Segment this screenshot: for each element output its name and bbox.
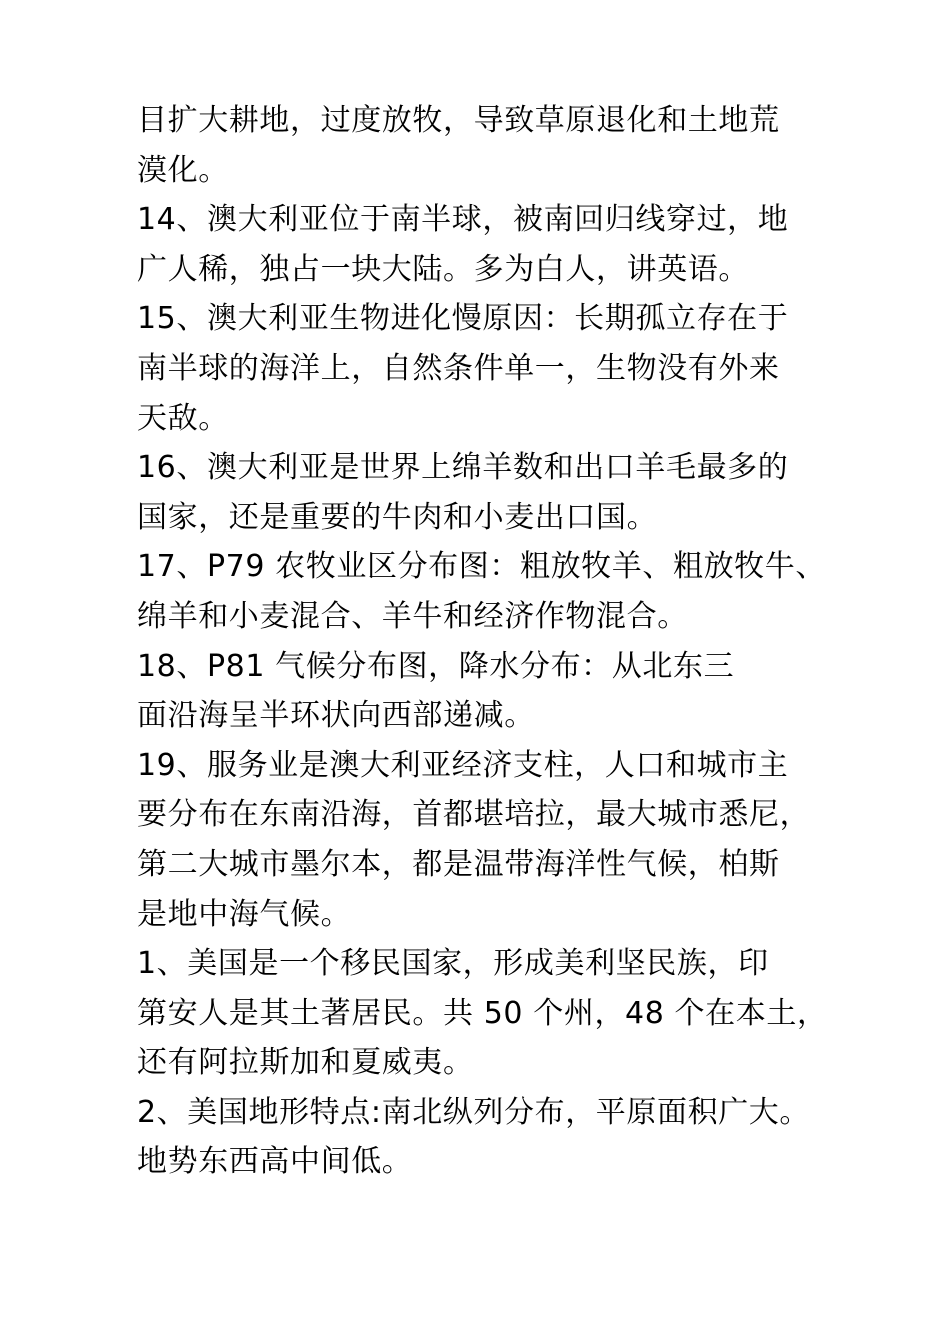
text-line: 面沿海呈半环状向西部递减。 (137, 698, 535, 734)
text-line: 漠化。 (137, 152, 229, 188)
text-line: 目扩大耕地，过度放牧，导致草原退化和土地荒 (137, 103, 780, 138)
text-line: 是地中海气候。 (137, 896, 352, 932)
text-line: 要分布在东南沿海，首都堪培拉，最大城市悉尼， (137, 797, 811, 833)
text-line: 15、澳大利亚生物进化慢原因：长期孤立存在于 (137, 301, 789, 337)
text-line: 第安人是其土著居民。共 50 个州，48 个在本土， (137, 995, 828, 1031)
text-line: 广人稀，独占一块大陆。多为白人，讲英语。 (137, 251, 749, 287)
text-line: 14、澳大利亚位于南半球，被南回归线穿过，地 (137, 202, 789, 238)
text-line: 19、服务业是澳大利亚经济支柱，人口和城市主 (137, 747, 789, 783)
text-line: 南半球的海洋上，自然条件单一，生物没有外来 (137, 350, 780, 386)
text-line: 2、美国地形特点:南北纵列分布，平原面积广大。 (137, 1094, 810, 1130)
text-line: 还有阿拉斯加和夏威夷。 (137, 1045, 474, 1081)
text-line: 天敌。 (137, 400, 229, 436)
text-line: 16、澳大利亚是世界上绵羊数和出口羊毛最多的 (137, 450, 789, 486)
text-line: 地势东西高中间低。 (137, 1144, 413, 1180)
text-line: 绵羊和小麦混合、羊牛和经济作物混合。 (137, 598, 688, 634)
text-line: 1、美国是一个移民国家，形成美利坚民族，印 (137, 946, 769, 982)
text-line: 18、P81 气候分布图，降水分布：从北东三 (137, 648, 735, 684)
text-line: 第二大城市墨尔本，都是温带海洋性气候，柏斯 (137, 846, 780, 882)
text-line: 国家，还是重要的牛肉和小麦出口国。 (137, 499, 658, 535)
text-line: 17、P79 农牧业区分布图：粗放牧羊、粗放牧牛、 (137, 549, 826, 585)
document-body (137, 96, 857, 1187)
